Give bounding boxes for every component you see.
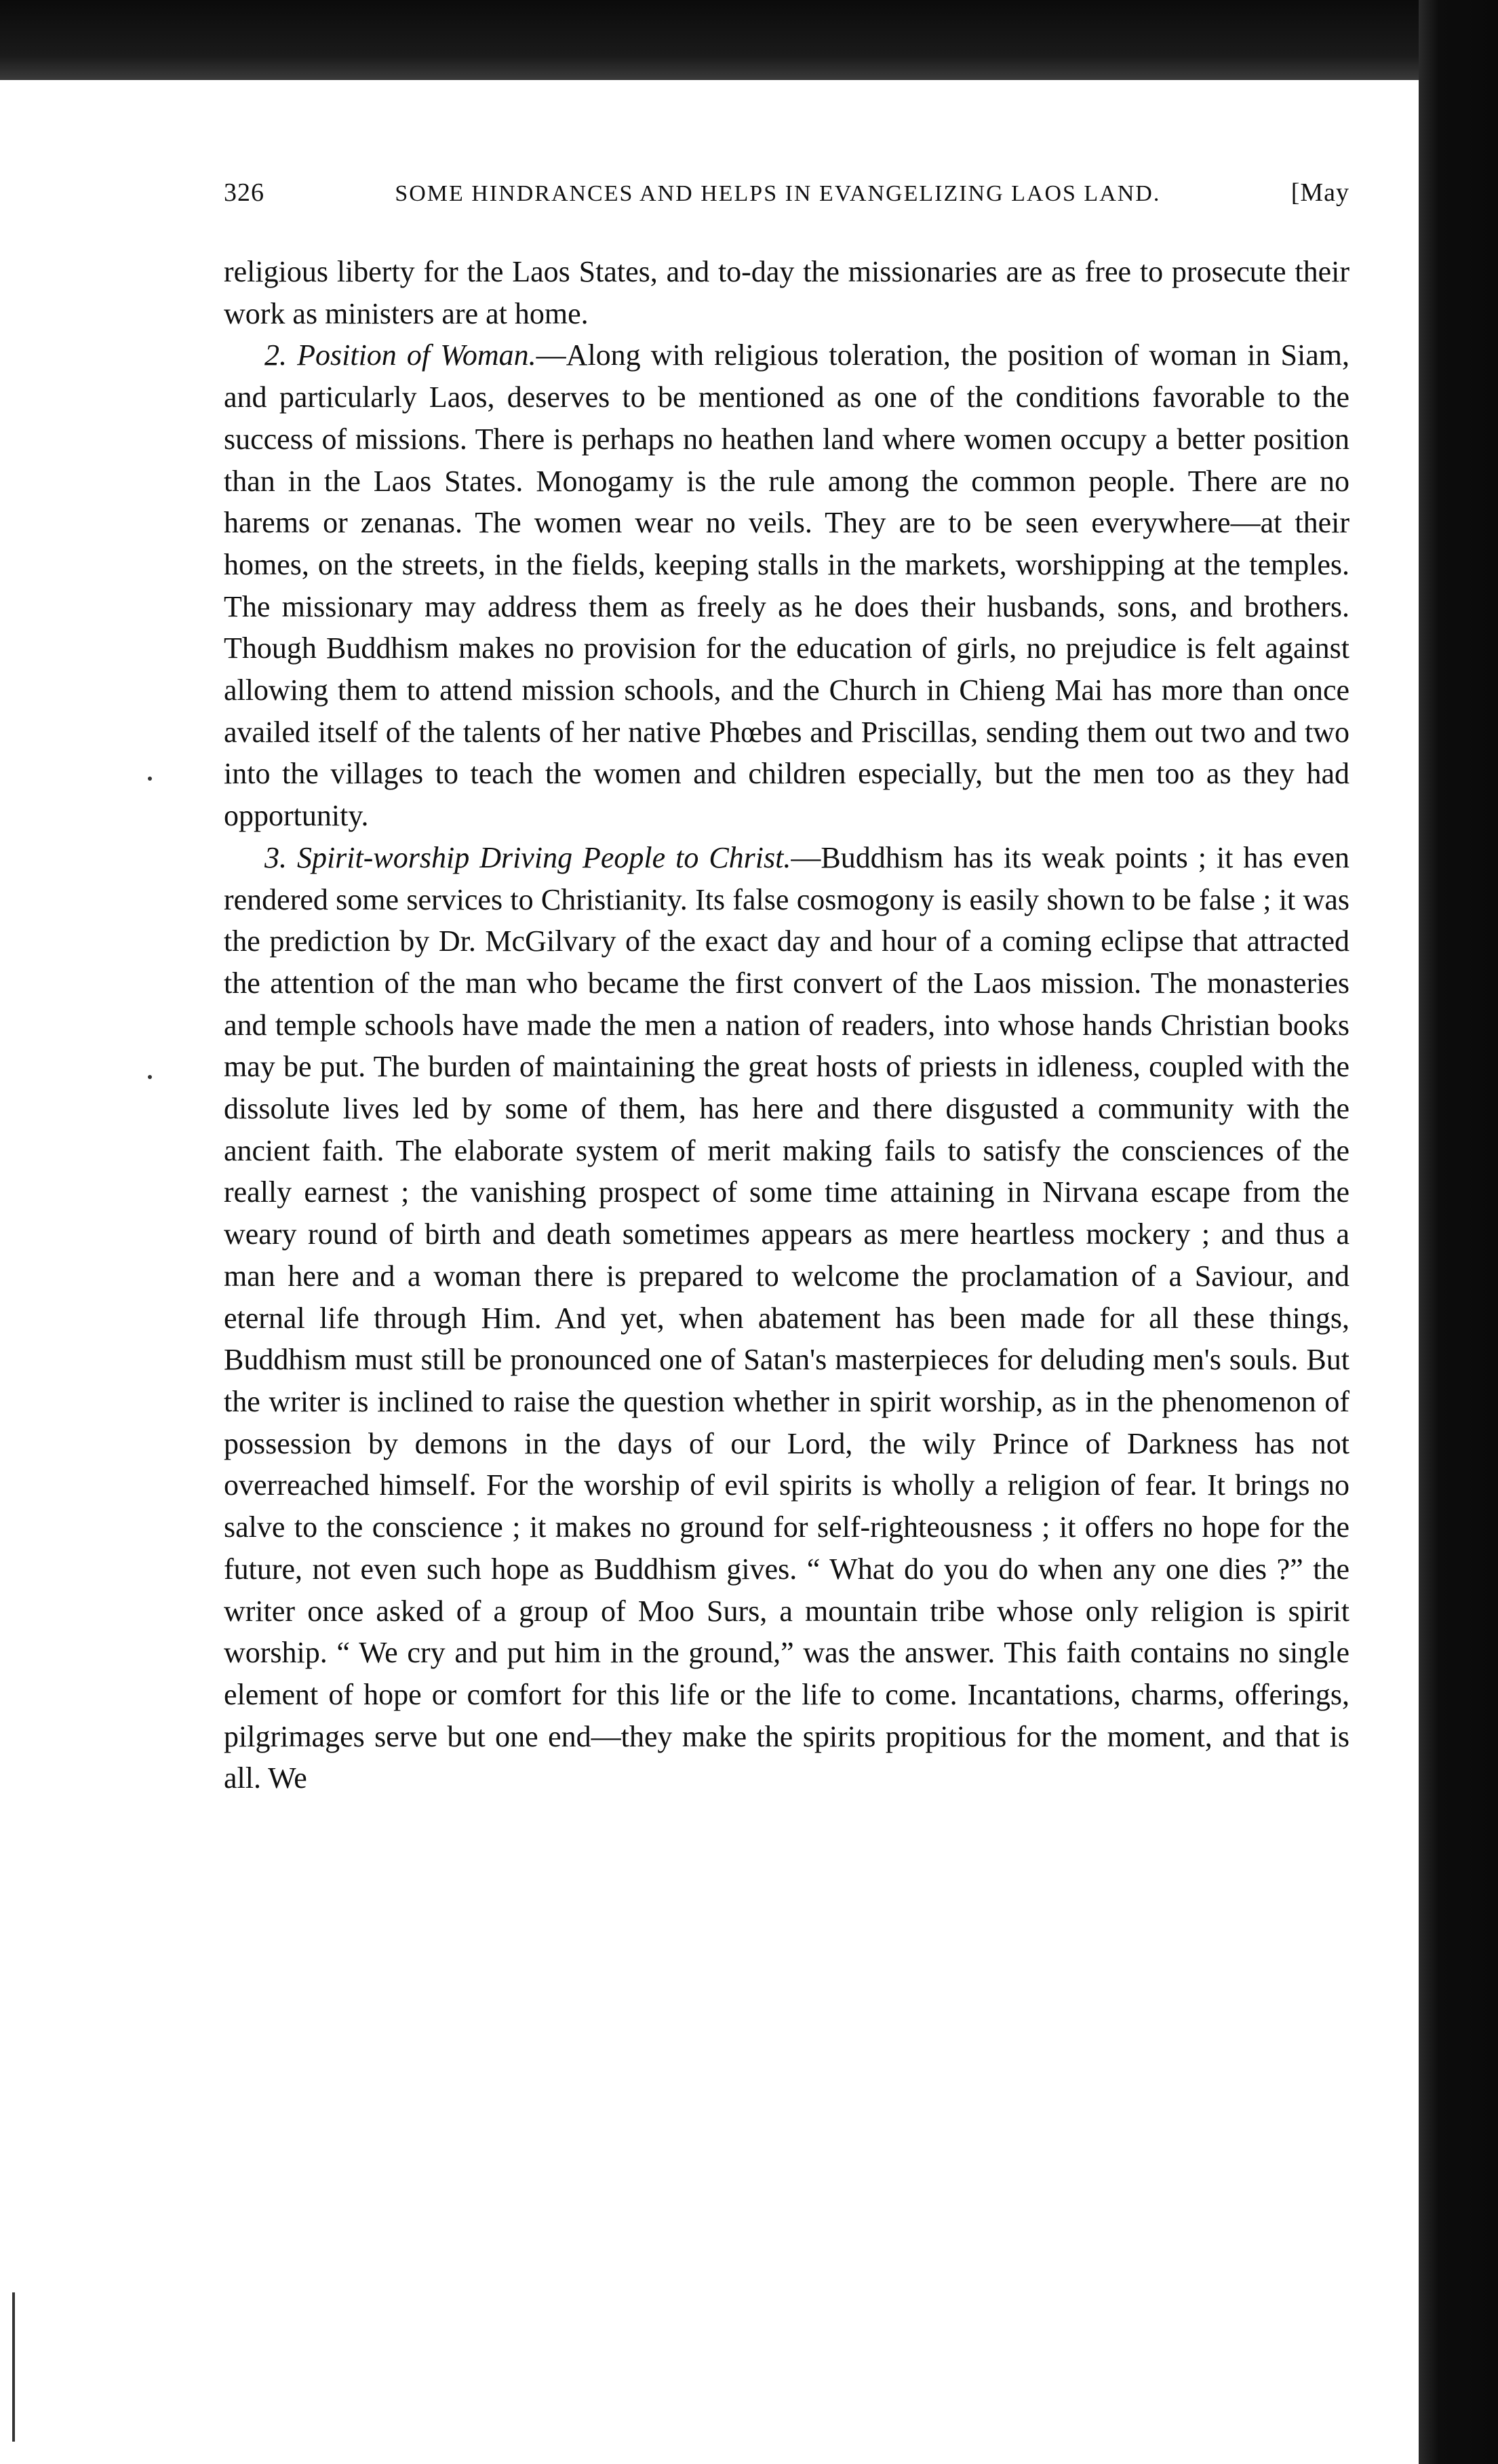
margin-dot xyxy=(148,1075,152,1079)
scan-top-border xyxy=(0,0,1498,80)
running-month: [May xyxy=(1290,178,1349,207)
book-page xyxy=(224,178,1349,1799)
paragraph-position-of-woman xyxy=(224,334,1349,836)
paragraph-text: —Buddhism has its weak points ; it has even rendered some services to Christianity. Its false cosmogony is easily shown to be false ; it was the prediction by Dr. McGilvary of the exact day and hour of a coming eclipse that attracted the attention of the man who became the first convert of the Laos mission. The monasteries and temple schools have made the men a nation of readers, into whose hands Christian books may be put. The burden of maintaining the great hosts of priests in idleness, coupled with the dissolute lives led by some of them, has here and there disgusted a community with the ancient faith. The elaborate system of merit making fails to satisfy the consciences of the really earnest ; the vanishing prospect of some time attaining in Nirvana escape from the weary round of birth and death sometimes appears as mere heartless mockery ; and thus a man here and a woman there is prepared to welcome the proclamation of a Saviour, and eternal life through Him. And yet, when abatement has been made for all these things, Buddhism must still be pronounced one of Satan's masterpieces for deluding men's souls. But the writer is inclined to raise the question whether in spirit worship, as in the phenomenon of possession by demons in the days of our Lord, the wily Prince of Darkness has not overreached himself. For the worship of evil spirits is wholly a religion of fear. It brings no salve to the conscience ; it makes no ground for self-righteousness ; it offers no hope for the future, not even such hope as Buddhism gives. “ What do you do when any one dies ?” the writer once asked of a group of Moo Surs, a mountain tribe whose only religion is spirit worship. “ We cry and put him in the ground,” was the answer. This faith contains no single element of hope or comfort for this life or the life to come. Incantations, charms, offerings, pilgrimages serve but one end—they make the spirits propitious for the moment, and that is all. We xyxy=(224,840,1349,1795)
section-heading: 2. Position of Woman. xyxy=(264,338,536,372)
paragraph-text: religious liberty for the Laos States, and to-day the missionaries are as free to prosecute their work as ministers are at home. xyxy=(224,255,1349,330)
running-head xyxy=(224,178,1349,218)
margin-stroke xyxy=(12,2292,15,2442)
scan-right-border xyxy=(1419,0,1498,2464)
paragraph-religious-liberty xyxy=(224,251,1349,334)
body-text xyxy=(224,251,1349,1799)
running-title: SOME HINDRANCES AND HELPS IN EVANGELIZING LAOS LAND. xyxy=(395,181,1161,206)
paragraph-text: —Along with religious toleration, the position of woman in Siam, and particularly Laos, deserves to be mentioned as one of the conditions favorable to the success of missions. There is perhaps no heathen land where women occupy a better position than in the Laos States. Monogamy is the rule among the common people. There are no harems or zenanas. The women wear no veils. They are to be seen everywhere—at their homes, on the streets, in the fields, keeping stalls in the markets, worshipping at the temples. The missionary may address them as freely as he does their husbands, sons, and brothers. Though Buddhism makes no provision for the education of girls, no prejudice is felt against allowing them to attend mission schools, and the Church in Chieng Mai has more than once availed itself of the talents of her native Phœbes and Priscillas, sending them out two and two into the villages to teach the women and children especially, but the men too as they had opportunity. xyxy=(224,338,1350,833)
margin-dot xyxy=(148,777,152,781)
paragraph-spirit-worship xyxy=(224,837,1349,1799)
page-number: 326 xyxy=(224,178,264,207)
section-heading: 3. Spirit-worship Driving People to Christ. xyxy=(264,840,791,874)
